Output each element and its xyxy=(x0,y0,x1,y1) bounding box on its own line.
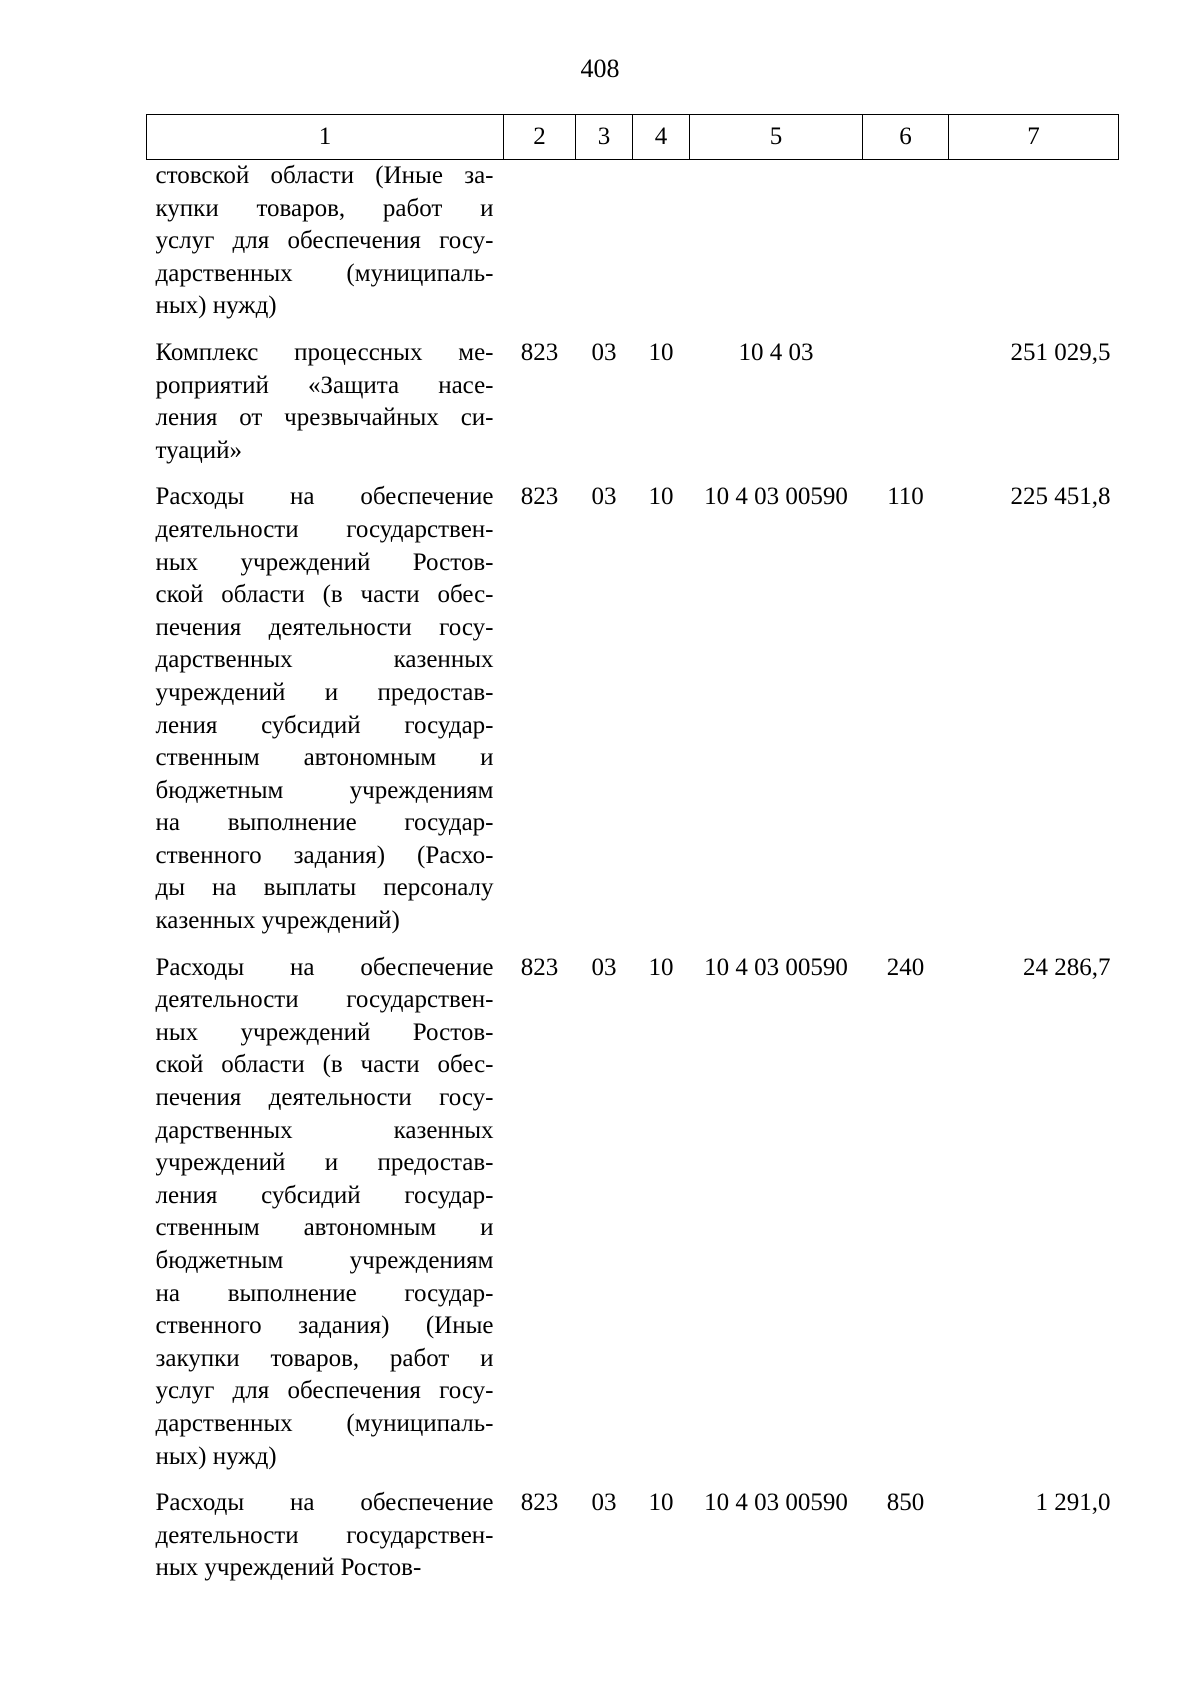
column-header-3: 3 xyxy=(576,115,633,160)
description-line: услуг для обеспечения госу- xyxy=(155,227,494,255)
row-description xyxy=(147,337,504,481)
cell-code-5: 10 4 03 xyxy=(738,338,814,366)
description-line: деятельности государствен- xyxy=(155,1521,494,1549)
description-line: казенных учреждений) xyxy=(155,907,400,935)
description-line: ных учреждений Ростов- xyxy=(155,548,494,576)
description-line: на выполнение государ- xyxy=(155,1279,494,1307)
description-line: ления субсидий государ- xyxy=(155,711,494,739)
description-line: купки товаров, работ и xyxy=(155,194,494,222)
description-line: Расходы на обеспечение xyxy=(155,483,494,511)
description-line: дарственных (муниципаль- xyxy=(155,259,494,287)
cell-code-4 xyxy=(633,160,690,337)
cell-code-5: 10 4 03 00590 xyxy=(704,953,848,981)
table-row xyxy=(147,481,1119,951)
description-line: учреждений и предостав- xyxy=(155,678,494,706)
description-line: учреждений и предостав- xyxy=(155,1149,494,1177)
table-row xyxy=(147,160,1119,337)
table-header-row xyxy=(147,115,1119,160)
description-line: ных учреждений Ростов- xyxy=(155,1554,422,1582)
description-line: Расходы на обеспечение xyxy=(155,1489,494,1517)
description-line: дарственных казенных xyxy=(155,646,494,674)
cell-code-6 xyxy=(863,160,949,337)
description-line: ных) нужд) xyxy=(155,292,277,320)
description-line: Расходы на обеспечение xyxy=(155,953,494,981)
cell-code-2: 823 xyxy=(520,1489,559,1517)
page-number: 408 xyxy=(580,54,620,83)
column-header-6: 6 xyxy=(863,115,949,160)
cell-code-2: 823 xyxy=(520,338,559,366)
cell-amount: 1 291,0 xyxy=(1035,1489,1111,1517)
description-line: ных учреждений Ростов- xyxy=(155,1018,494,1046)
cell-code-2 xyxy=(504,160,576,337)
cell-code-3: 03 xyxy=(591,483,617,511)
description-line: роприятий «Защита насе- xyxy=(155,371,494,399)
cell-code-6: 110 xyxy=(887,483,924,511)
cell-code-6: 850 xyxy=(886,1489,925,1517)
budget-table xyxy=(146,114,1119,1599)
description-line: печения деятельности госу- xyxy=(155,1084,494,1112)
description-line: ственным автономным и xyxy=(155,1214,494,1242)
description-line: бюджетным учреждениям xyxy=(155,1247,494,1274)
cell-code-4: 10 xyxy=(648,953,674,981)
description-line: стовской области (Иные за- xyxy=(155,162,494,189)
cell-code-4: 10 xyxy=(648,338,674,366)
cell-amount: 251 029,5 xyxy=(1010,338,1111,366)
description-line: ления субсидий государ- xyxy=(155,1181,494,1209)
cell-code-3: 03 xyxy=(591,1489,617,1517)
column-header-4: 4 xyxy=(633,115,690,160)
description-line: туаций» xyxy=(155,436,242,464)
description-line: дарственных (муниципаль- xyxy=(155,1409,494,1437)
cell-code-3: 03 xyxy=(591,338,617,366)
cell-amount: 225 451,8 xyxy=(1010,483,1111,511)
description-line: на выполнение государ- xyxy=(155,809,494,837)
table-row xyxy=(147,952,1119,1488)
row-description xyxy=(147,481,504,951)
description-line: закупки товаров, работ и xyxy=(155,1344,494,1372)
description-line: услуг для обеспечения госу- xyxy=(155,1377,494,1405)
cell-code-5 xyxy=(690,160,863,337)
description-line: ской области (в части обес- xyxy=(155,581,494,609)
cell-amount xyxy=(949,160,1119,337)
description-line: деятельности государствен- xyxy=(155,515,494,543)
column-header-5: 5 xyxy=(690,115,863,160)
row-description xyxy=(147,1487,504,1599)
description-line: ской области (в части обес- xyxy=(155,1051,494,1079)
column-header-2: 2 xyxy=(504,115,576,160)
cell-code-5: 10 4 03 00590 xyxy=(704,483,848,511)
table-row xyxy=(147,1487,1119,1599)
description-line: деятельности государствен- xyxy=(155,986,494,1014)
cell-code-6 xyxy=(863,337,949,481)
cell-code-2: 823 xyxy=(520,953,559,981)
cell-code-2: 823 xyxy=(520,483,559,511)
cell-code-6: 240 xyxy=(886,953,925,981)
description-line: Комплекс процессных ме- xyxy=(155,338,494,366)
cell-code-3: 03 xyxy=(591,953,617,981)
cell-code-5: 10 4 03 00590 xyxy=(704,1489,848,1517)
column-header-7: 7 xyxy=(949,115,1119,160)
row-description xyxy=(147,160,504,337)
cell-code-4: 10 xyxy=(648,1489,674,1517)
description-line: ления от чрезвычайных си- xyxy=(155,404,494,432)
cell-amount: 24 286,7 xyxy=(1023,953,1111,981)
description-line: дарственных казенных xyxy=(155,1116,494,1144)
cell-code-4: 10 xyxy=(648,483,674,511)
cell-code-3 xyxy=(576,160,633,337)
row-description xyxy=(147,952,504,1488)
table-row xyxy=(147,337,1119,481)
description-line: ственного задания) (Иные xyxy=(155,1312,494,1340)
column-header-1: 1 xyxy=(147,115,504,160)
description-line: печения деятельности госу- xyxy=(155,613,494,641)
description-line: бюджетным учреждениям xyxy=(155,776,494,804)
description-line: ды на выплаты персоналу xyxy=(155,874,494,902)
description-line: ных) нужд) xyxy=(155,1442,277,1470)
description-line: ственного задания) (Расхо- xyxy=(155,841,494,869)
description-line: ственным автономным и xyxy=(155,744,494,772)
